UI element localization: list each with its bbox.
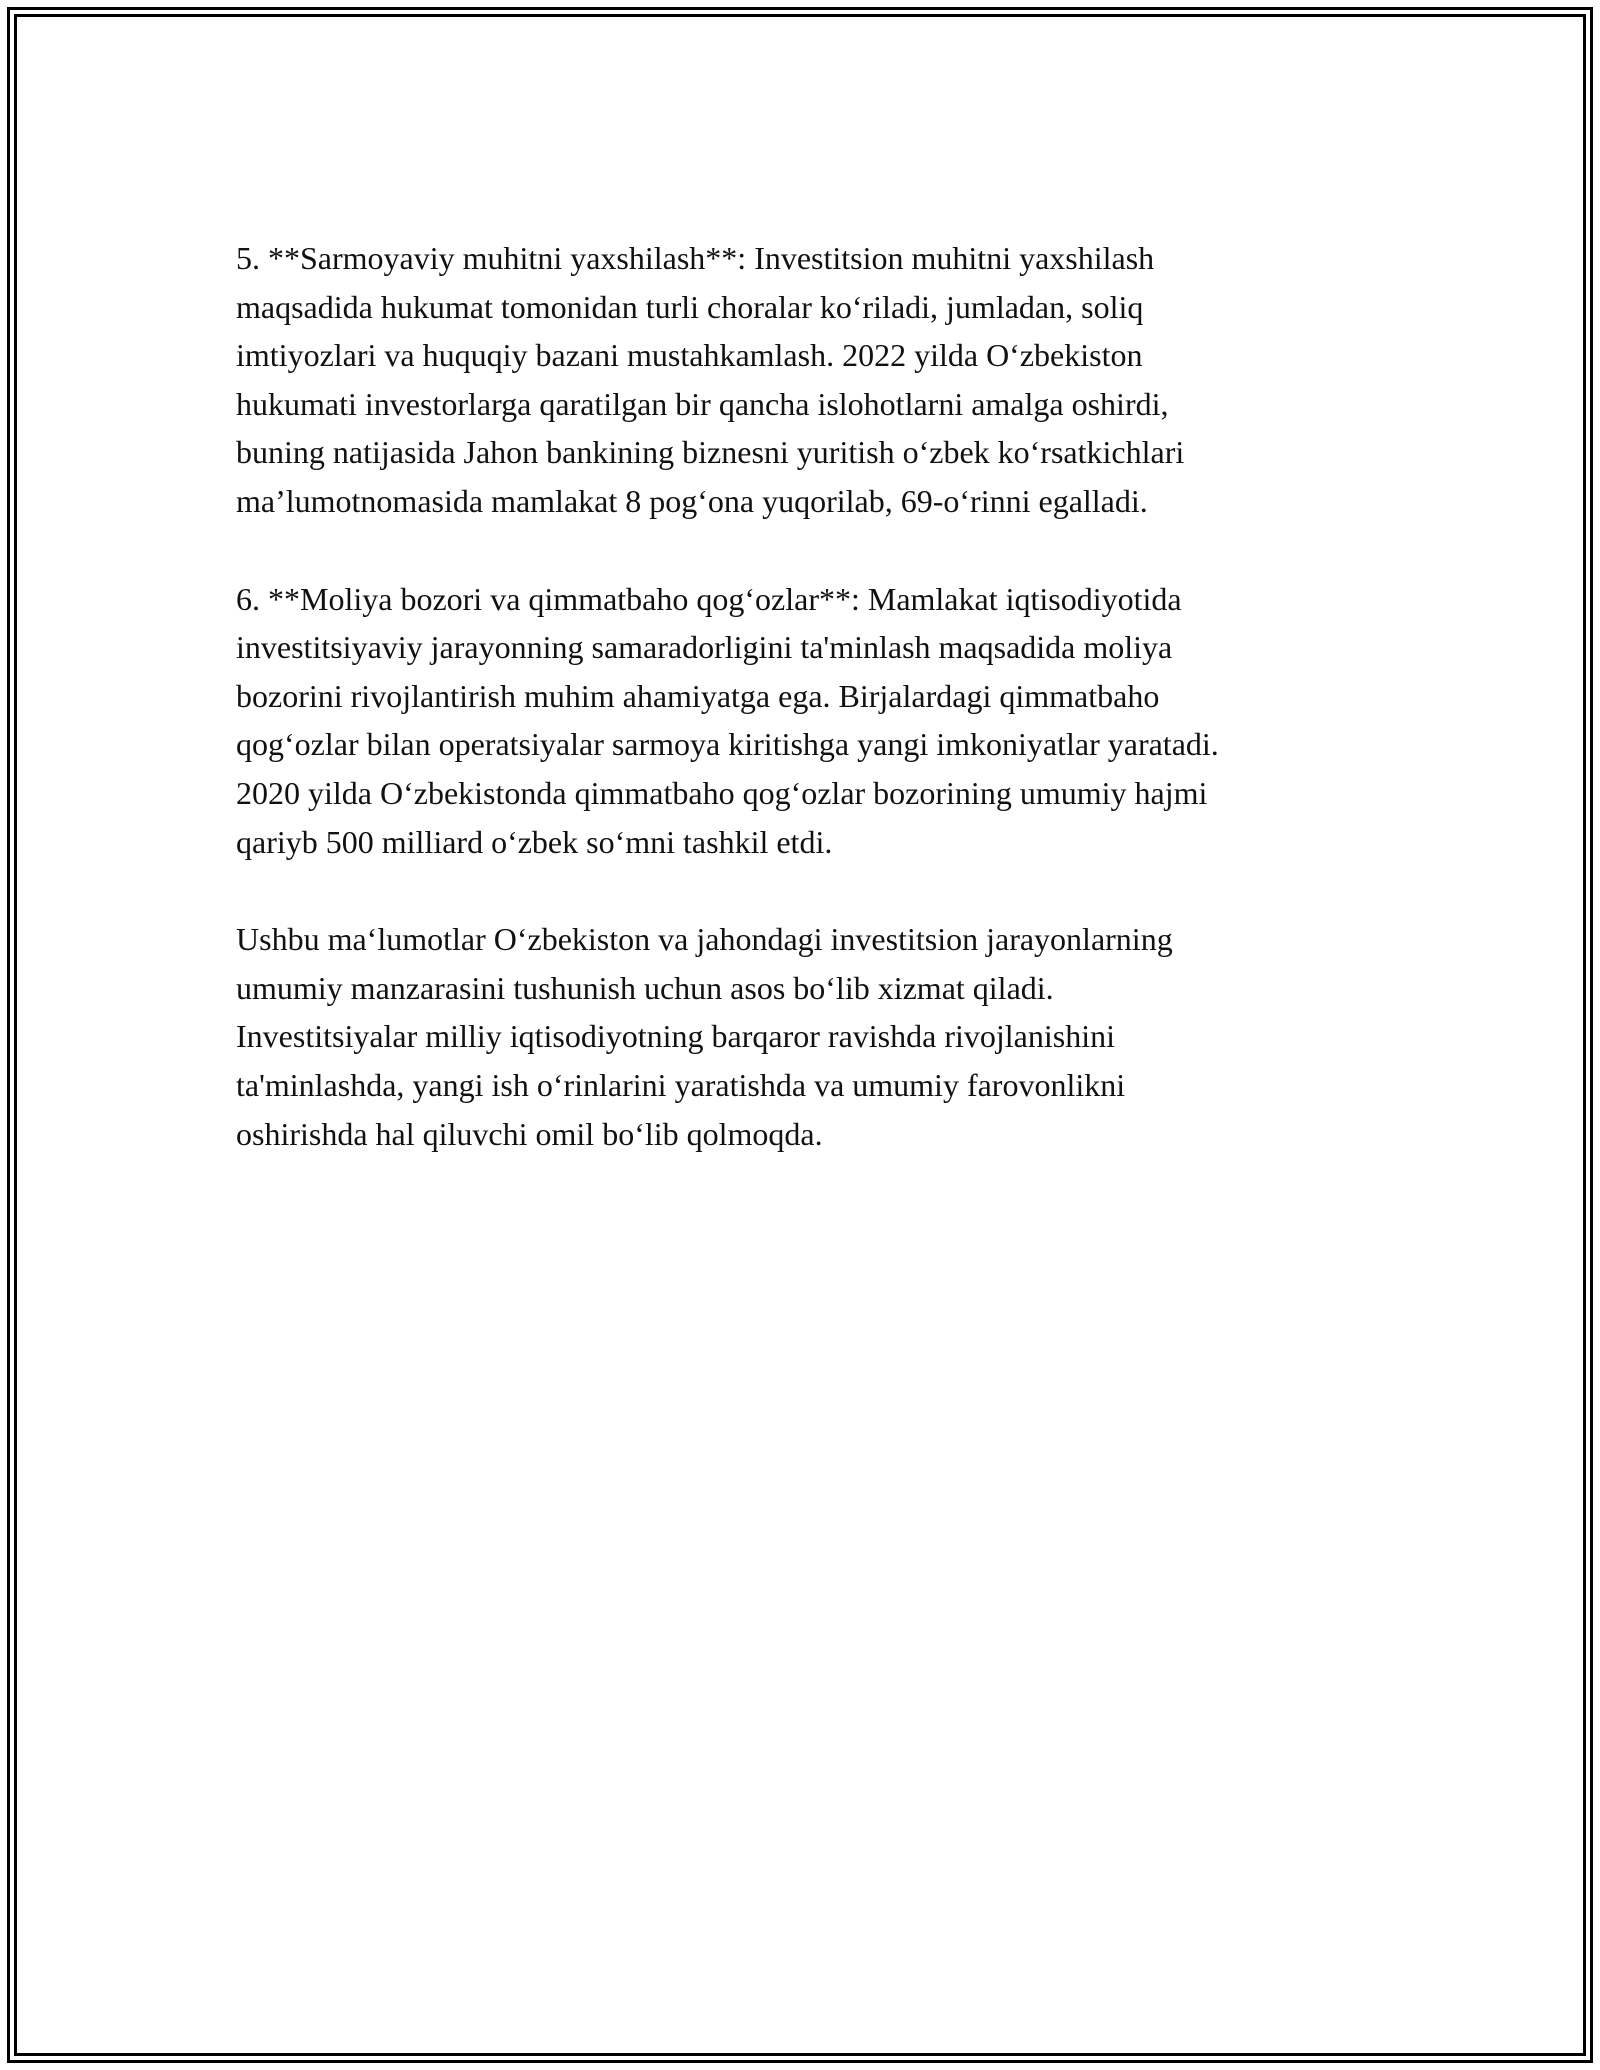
text-line: Investitsiyalar milliy iqtisodiyotning barqaror ravishda rivojlanishini [236, 1018, 1115, 1055]
document-body [236, 234, 1376, 1207]
text-line: oshirishda hal qiluvchi omil boʻlib qolmoqda. [236, 1115, 823, 1152]
text-line: 6. **Moliya bozori va qimmatbaho qogʻozlar**: Mamlakat iqtisodiyotida [236, 580, 1182, 617]
text-line: ma’lumotnomasida mamlakat 8 pogʻona yuqorilab, 69-oʻrinni egalladi. [236, 482, 1148, 519]
text-line: buning natijasida Jahon bankining biznesni yuritish oʻzbek koʻrsatkichlari [236, 434, 1185, 471]
text-line: 2020 yilda Oʻzbekistonda qimmatbaho qogʻozlar bozorining umumiy hajmi [236, 774, 1208, 811]
text-line: bozorini rivojlantirish muhim ahamiyatga ega. Birjalardagi qimmatbaho [236, 677, 1160, 714]
text-line: umumiy manzarasini tushunish uchun asos boʻlib xizmat qiladi. [236, 969, 1054, 1006]
text-line: qariyb 500 milliard oʻzbek soʻmni tashkil etdi. [236, 823, 833, 860]
text-line: ta'minlashda, yangi ish oʻrinlarini yaratishda va umumiy farovonlikni [236, 1066, 1126, 1103]
text-line: 5. **Sarmoyaviy muhitni yaxshilash**: Investitsion muhitni yaxshilash [236, 240, 1155, 276]
text-line: hukumati investorlarga qaratilgan bir qancha islohotlarni amalga oshirdi, [236, 385, 1169, 422]
text-line: maqsadida hukumat tomonidan turli choralar koʻriladi, jumladan, soliq [236, 288, 1144, 325]
paragraph-conclusion [236, 915, 1376, 1158]
text-line: qogʻozlar bilan operatsiyalar sarmoya kiritishga yangi imkoniyatlar yaratadi. [236, 726, 1219, 763]
text-line: Ushbu maʻlumotlar Oʻzbekiston va jahondagi investitsion jarayonlarning [236, 921, 1173, 958]
paragraph-financial-market [236, 575, 1376, 867]
text-line: investitsiyaviy jarayonning samaradorligini ta'minlash maqsadida moliya [236, 629, 1173, 666]
text-line: imtiyozlari va huquqiy bazani mustahkamlash. 2022 yilda Oʻzbekiston [236, 337, 1143, 374]
paragraph-investment-climate [236, 234, 1376, 526]
